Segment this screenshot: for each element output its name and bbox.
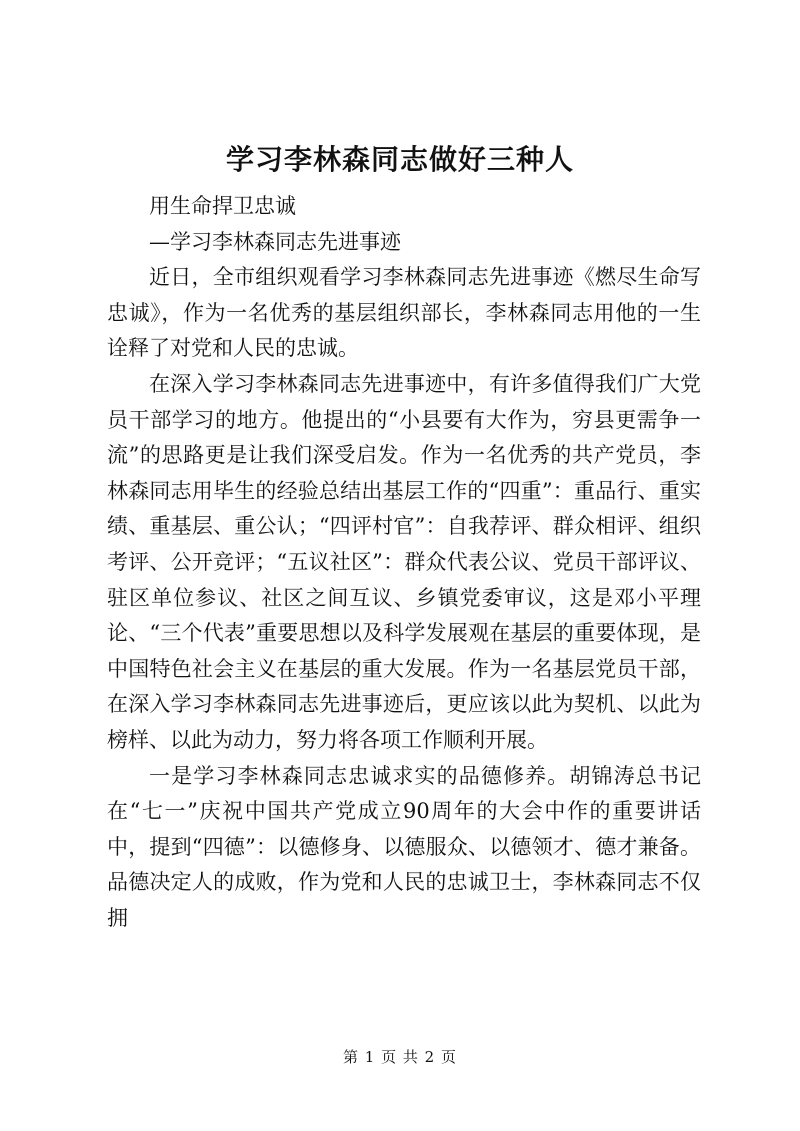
- paragraph-2: 在深入学习李林森同志先进事迹中，有许多值得我们广大党员干部学习的地方。他提出的“小县要有大作为，穷县更需争一流”的思路更是让我们深受启发。作为一名优秀的共产党员，李林森同志用毕生的经验总结出基层工作的“四重”：重品行、重实绩、重基层、重公认；“四评村官”：自我荐评、群众相评、组织考评、公开竞评；“五议社区”：群众代表公议、党员干部评议、驻区单位参议、社区之间互议、乡镇党委审议，这是邓小平理论、“三个代表”重要思想以及科学发展观在基层的重要体现，是中国特色社会主义在基层的重大发展。作为一名基层党员干部，在深入学习李林森同志先进事迹后，更应该以此为契机、以此为榜样、以此为动力，努力将各项工作顺利开展。: [107, 371, 701, 752]
- paragraph-3: 一是学习李林森同志忠诚求实的品德修养。胡锦涛总书记在“七一”庆祝中国共产党成立90周年的大会中作的重要讲话中，提到“四德”：以德修身、以德服众、以德领才、德才兼备。品德决定人的成败，作为党和人民的忠诚卫士，李林森同志不仅拥: [107, 763, 701, 930]
- subheading-line: —学习李林森同志先进事迹: [149, 229, 401, 254]
- page-footer: 第 1 页 共 2 页: [343, 1048, 457, 1066]
- subtitle-line: 用生命捍卫忠诚: [149, 194, 296, 218]
- paragraph-1: 近日，全市组织观看学习李林森同志先进事迹《燃尽生命写忠诚》，作为一名优秀的基层组织部长，李林森同志用他的一生诠释了对党和人民的忠诚。: [107, 265, 701, 361]
- document-body: [107, 189, 701, 936]
- document-title: 学习李林森同志做好三种人: [225, 143, 574, 176]
